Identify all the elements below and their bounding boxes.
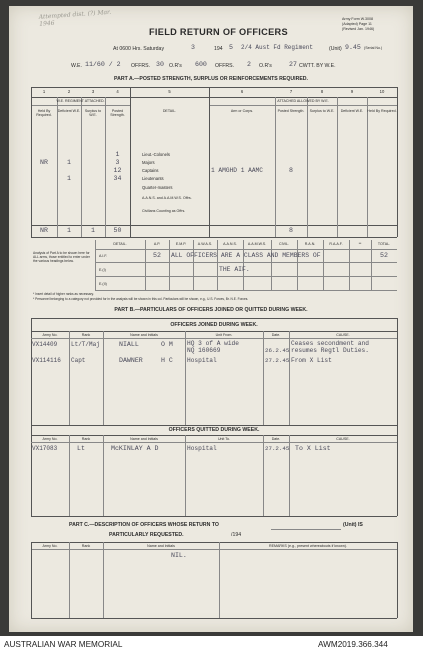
analysis-head: CIVIL. [279,242,289,246]
form-ref-3: (Revised Jan. 1946) [342,27,375,31]
part-a-heading: PART A.—POSTED STRENGTH, SURPLUS OR REINFORCEMENTS REQUIRED. [114,76,308,82]
part-c-unit-label: (Unit) IS [343,522,363,528]
quitted-name: McKINLAY A D [111,445,159,452]
quitted-head: Rank [81,437,91,441]
part-c-head: Army No. [42,544,58,548]
analysis-head: E.M.P. [175,242,187,246]
we-group-header: W.E. REGIMENT ATTACHED. [56,99,105,103]
analysis-head: A.P. [153,242,161,246]
col-head: Posted Strength. [110,109,125,117]
ors-value: 600 [195,61,207,68]
attached-group-header: ATTACHED ALLOWED BY W.E. [277,99,329,103]
quitted-head: Name and Initials [130,437,158,441]
quitted-head: Army No. [42,437,58,441]
col-number: 9 [350,89,354,94]
date-194: 194 [214,46,223,52]
analysis-note-line2: THE AIF. [219,266,250,273]
quitted-cause: To X List [295,445,331,452]
quitted-army-no: VX17083 [32,445,58,452]
ors2-value: 2 [247,61,251,68]
part-c-heading: PART C.—DESCRIPTION OF OFFICERS WHOSE RETURN TO [69,522,219,528]
deficient-value: 1 [67,175,71,182]
analysis-head: ** [358,242,362,246]
part-c-head: Name and Initials [147,544,175,548]
ors-label: O.R's [169,63,182,69]
joined-cause: From X List [291,357,332,364]
joined-unit-from: Hospital [187,357,217,364]
quitted-head: CAUSE. [336,437,350,441]
posted-strength-value: 34 [113,175,122,182]
handwritten-note: Attempted dist. (?) Mar. 1946 [38,8,112,28]
analysis-row-label: E.(I) [99,268,106,272]
analysis-head: TOTAL. [377,242,391,246]
col-head: DETAIL. [162,109,177,113]
quitted-date: 27.2.45 [265,445,290,452]
joined-head: Name and Initials [130,333,158,337]
detail-row-label: Captains [142,168,159,173]
col-head: Arm or Corps. [230,109,254,113]
quitted-rank: Lt [77,445,85,452]
part-c-nil: NIL. [171,552,187,559]
unit-name: 2/4 Aust Fd Regiment [241,44,314,51]
part-c-unit-blank [271,529,341,530]
footnote-2: * Personnel belonging to a category not provided for in the analysis will be shown in this col. Particulars will be shown, e.g., U.S. Forces, Br. N.E. Forces. [33,297,249,301]
offrs-value: 30 [156,61,164,68]
col-number: 4 [116,89,119,94]
attached-strength-value: 8 [289,167,293,174]
col-number: 5 [168,89,171,94]
ors2-label: O.R's [259,63,272,69]
col-head: Posted Strength. [277,109,305,113]
joined-head: Army No. [42,333,58,337]
detail-row-label: Quarter-masters [142,185,173,190]
joined-unit-from: HQ 3 of A wide [187,340,239,347]
form-ref-1: Army Form W.3008 [342,17,373,21]
col-number: 6 [240,89,244,94]
joined-unit-from-2: NQ 160669 [187,347,221,354]
detail-row-label: A.A.N.S. and A.A.M.W.S. Offrs. [142,196,192,200]
detail-row-label: Lieut.-Colonels [142,152,170,157]
quitted-head: Unit To. [217,437,231,441]
col-head: Held By Required. [36,109,52,117]
col-number: 1 [42,89,46,94]
total-posted: 50 [113,227,122,234]
joined-name: DAWNER [119,357,143,364]
joined-rank: Lt/T/Maj [71,341,100,348]
joined-date: 27.2.45 [265,357,290,364]
archive-credit: AUSTRALIAN WAR MEMORIAL [4,640,123,649]
part-c-head: REMARKS (e.g., present whereabouts if known). [269,544,347,548]
part-c-head: Rank [81,544,91,548]
total-surplus: 1 [91,227,95,234]
date-year: 5 [229,44,233,51]
joined-head: CAUSE. [336,333,350,337]
col-number: 7 [289,89,293,94]
posted-strength-value: 12 [113,167,122,174]
analysis-total-value: 52 [380,252,388,259]
joined-initials: O M [161,341,173,348]
detail-row-label: Majors [142,160,155,165]
joined-head: Unit From. [215,333,233,337]
joined-name: NIALL [119,341,139,348]
joined-cause: Ceases secondment and resumes Regtl Duties. [291,340,369,354]
joined-title: OFFICERS JOINED DURING WEEK. [170,322,258,328]
joined-army-no: VX14409 [32,341,58,348]
unit-label: (Unit) [329,46,342,52]
deficient-value: 1 [67,159,71,166]
analysis-head: A.W.A.S. [197,242,213,246]
serial-number: 9.45 [345,44,361,51]
part-c-heading-2: PARTICULARLY REQUESTED. [109,532,184,538]
attached-arm-value: 1 AMGHD 1 AAMC [211,167,263,174]
posted-strength-value: 3 [115,159,120,166]
total-attached: 8 [289,227,293,234]
col-number: 10 [379,89,385,94]
joined-head: Rank [81,333,91,337]
joined-army-no: VX114116 [32,357,61,364]
analysis-head: DETAIL. [113,242,127,246]
joined-rank: Capt [71,357,86,364]
col-head: Surplus to W.E. [309,109,335,113]
analysis-note-line1: ALL OFFICERS ARE A CLASS AND MEMBERS OF [171,252,321,259]
quitted-head: Date. [271,437,281,441]
col-number: 2 [67,89,71,94]
detail-row-label: Lieutenants [142,176,164,181]
held-required-value: NR [40,159,48,166]
date-day: 3 [191,44,195,51]
analysis-head: A.A.M.W.S. [247,242,267,246]
col-head: Surplus to W.E. [84,109,102,117]
analysis-row-label: E.(II) [99,282,107,286]
form-title: FIELD RETURN OF OFFICERS [149,27,288,37]
analysis-head: A.A.N.S. [223,242,237,246]
quitted-unit-to: Hospital [187,445,217,452]
total-held-required: NR [40,227,48,234]
offrs2-label: OFFRS. [215,63,235,69]
analysis-row-label: A.I.F. [99,254,108,258]
serial-label: (Serial No.) [364,46,383,50]
joined-date: 26.2.45 [265,347,290,354]
joined-head: Date. [271,333,281,337]
col-number: 3 [91,89,95,94]
col-head: Deficient W.E. [340,109,364,113]
col-number: 8 [320,89,324,94]
detail-row-label: Civilians Counting as Offrs. [142,209,186,213]
we-label: W.E. [71,63,82,69]
cw-value: 27 [289,61,297,68]
posted-strength-value: 1 [115,151,120,158]
total-deficient: 1 [67,227,71,234]
joined-initials: H C [161,357,173,364]
footnote-1: * Insert detail of higher ranks as necessary. [33,292,94,296]
part-b-heading: PART B.—PARTICULARS OF OFFICERS JOINED OR QUITTED DURING WEEK. [114,307,308,313]
form-sheet [9,6,413,632]
we-value: 11/60 / 2 [85,61,121,68]
offrs-label: OFFRS. [131,63,151,69]
col-head: Held By Required. [367,109,397,113]
analysis-head: R.A.A.F. [329,242,343,246]
form-ref-2: (Adapted) Page 11 [342,22,372,26]
date-prefix: At 0600 Hrs. Saturday [113,46,165,52]
col-head: Deficient W.E. [57,109,81,113]
part-c-date-blank: /194 [231,532,242,538]
archive-reference: AWM2019.366.344 [318,640,388,649]
quitted-title: OFFICERS QUITTED DURING WEEK. [168,427,260,433]
analysis-ap-value: 52 [153,252,161,259]
analysis-head: R.A.N. [304,242,316,246]
analysis-label: Analysis of Part A to be shown here for ALL arms, those entitled to enter under the various headings below. [33,251,90,263]
cw-label: CWTT. BY W.E. [299,63,336,69]
